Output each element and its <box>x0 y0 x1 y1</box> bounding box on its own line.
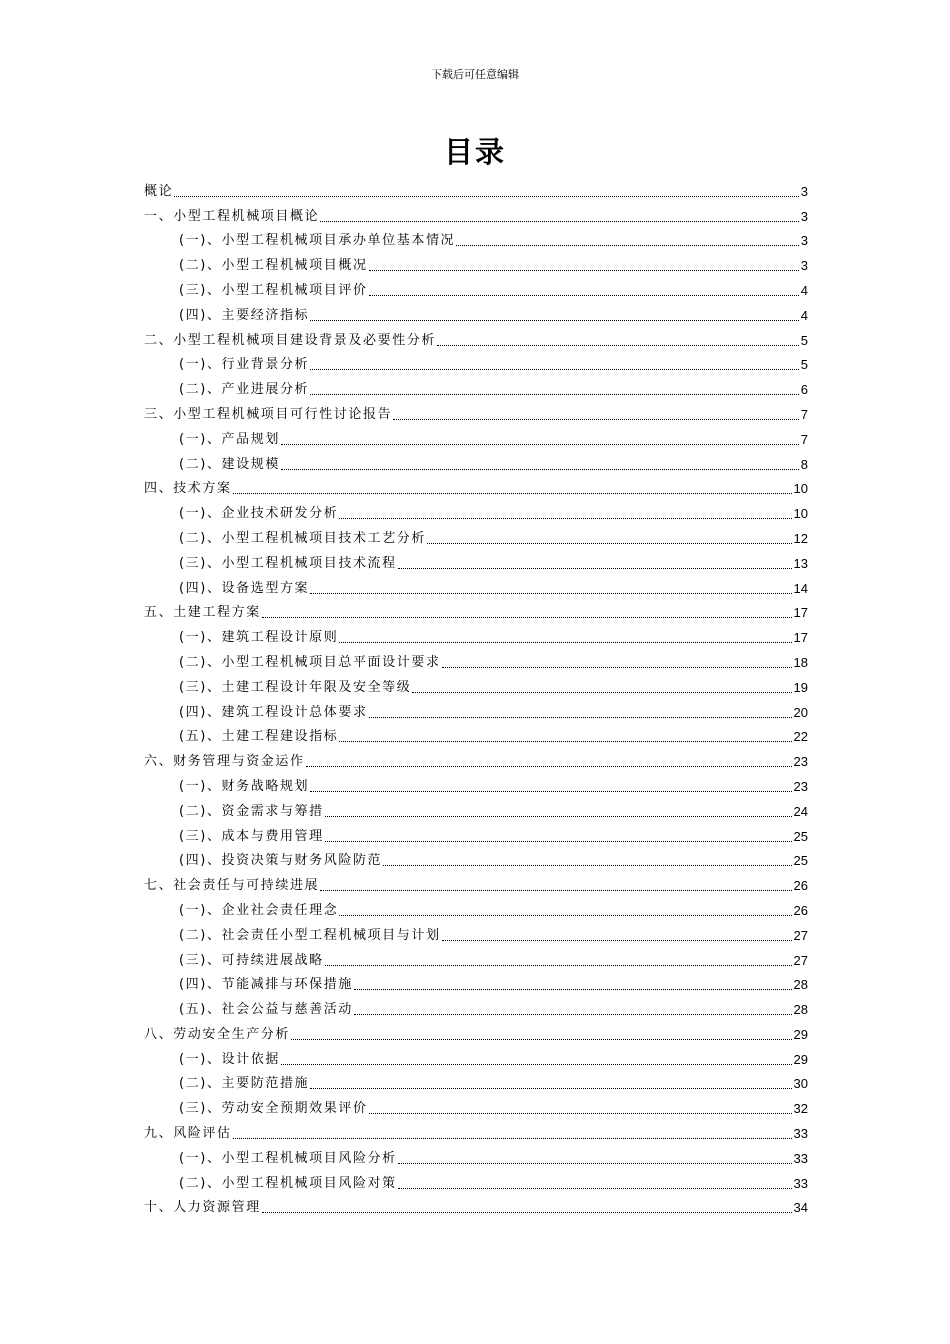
toc-entry-page-number: 3 <box>800 208 808 224</box>
toc-entry[interactable] <box>144 249 808 274</box>
toc-entry[interactable] <box>144 324 808 349</box>
toc-entry-label: (一)、财务战略规划 <box>179 778 310 794</box>
toc-entry[interactable] <box>144 969 808 994</box>
toc-dot-leader <box>281 443 799 445</box>
toc-entry-label: (一)、设计依据 <box>179 1051 280 1067</box>
toc-entry[interactable] <box>144 1043 808 1068</box>
toc-entry-page-number: 30 <box>793 1076 808 1092</box>
toc-entry[interactable] <box>144 646 808 671</box>
toc-entry-label: (二)、小型工程机械项目概况 <box>179 258 368 274</box>
toc-entry-page-number: 10 <box>793 481 808 497</box>
toc-dot-leader <box>354 988 792 990</box>
toc-entry-page-number: 23 <box>793 778 808 794</box>
toc-entry-label: (三)、小型工程机械项目技术流程 <box>179 555 397 571</box>
toc-entry-page-number: 10 <box>793 506 808 522</box>
toc-dot-leader <box>383 864 791 866</box>
toc-entry[interactable] <box>144 423 808 448</box>
toc-entry-page-number: 12 <box>793 530 808 546</box>
toc-entry-label: (二)、小型工程机械项目总平面设计要求 <box>179 654 441 670</box>
toc-dot-leader <box>310 393 799 395</box>
toc-dot-leader <box>310 790 791 792</box>
toc-entry-label: (二)、资金需求与筹措 <box>179 803 324 819</box>
toc-entry-label: (一)、产品规划 <box>179 431 280 447</box>
toc-dot-leader <box>442 666 792 668</box>
toc-entry-page-number: 28 <box>793 1002 808 1018</box>
toc-dot-leader <box>310 592 791 594</box>
toc-entry-label: (五)、土建工程建设指标 <box>179 729 339 745</box>
toc-entry[interactable] <box>144 993 808 1018</box>
toc-entry-label: (三)、成本与费用管理 <box>179 828 324 844</box>
toc-entry-label: (二)、建设规模 <box>179 456 280 472</box>
toc-dot-leader <box>174 195 799 197</box>
toc-entry-label: (一)、行业背景分析 <box>179 357 310 373</box>
toc-entry-page-number: 33 <box>793 1126 808 1142</box>
toc-entry[interactable] <box>144 373 808 398</box>
toc-entry-label: 二、小型工程机械项目建设背景及必要性分析 <box>144 332 437 348</box>
toc-entry[interactable] <box>144 1117 808 1142</box>
toc-entry-page-number: 23 <box>793 754 808 770</box>
toc-entry[interactable] <box>144 1068 808 1093</box>
toc-entry-page-number: 18 <box>793 654 808 670</box>
toc-entry-label: (四)、设备选型方案 <box>179 580 310 596</box>
toc-entry[interactable] <box>144 869 808 894</box>
toc-entry-page-number: 17 <box>793 605 808 621</box>
toc-entry[interactable] <box>144 1142 808 1167</box>
toc-entry[interactable] <box>144 547 808 572</box>
toc-dot-leader <box>262 1211 792 1213</box>
toc-dot-leader <box>233 1137 792 1139</box>
toc-entry-page-number: 25 <box>793 853 808 869</box>
toc-entry-label: (二)、主要防范措施 <box>179 1076 310 1092</box>
toc-entry-label: (三)、可持续进展战略 <box>179 952 324 968</box>
toc-entry-label: 九、风险评估 <box>144 1126 232 1142</box>
toc-entry-label: 八、劳动安全生产分析 <box>144 1026 291 1042</box>
toc-entry-page-number: 6 <box>800 382 808 398</box>
toc-dot-leader <box>442 939 792 941</box>
toc-entry[interactable] <box>144 621 808 646</box>
toc-entry[interactable] <box>144 820 808 845</box>
table-of-contents <box>144 175 808 1216</box>
toc-dot-leader <box>310 1087 791 1089</box>
toc-entry-page-number: 25 <box>793 828 808 844</box>
toc-entry-label: 一、小型工程机械项目概论 <box>144 208 320 224</box>
toc-entry[interactable] <box>144 1092 808 1117</box>
toc-entry-label: (三)、土建工程设计年限及安全等级 <box>179 679 412 695</box>
toc-entry-page-number: 29 <box>793 1026 808 1042</box>
toc-entry[interactable] <box>144 919 808 944</box>
toc-entry-page-number: 17 <box>793 630 808 646</box>
toc-entry[interactable] <box>144 522 808 547</box>
toc-entry-page-number: 3 <box>800 183 808 199</box>
toc-dot-leader <box>398 1187 792 1189</box>
toc-entry[interactable] <box>144 845 808 870</box>
toc-entry[interactable] <box>144 770 808 795</box>
toc-entry-label: 五、土建工程方案 <box>144 605 261 621</box>
toc-entry[interactable] <box>144 721 808 746</box>
toc-entry[interactable] <box>144 497 808 522</box>
toc-dot-leader <box>291 1038 792 1040</box>
toc-entry-label: 六、财务管理与资金运作 <box>144 754 305 770</box>
toc-entry-label: (二)、社会责任小型工程机械项目与计划 <box>179 927 441 943</box>
toc-dot-leader <box>310 319 799 321</box>
toc-entry[interactable] <box>144 225 808 250</box>
toc-dot-leader <box>412 691 791 693</box>
toc-dot-leader <box>398 567 792 569</box>
toc-dot-leader <box>310 368 799 370</box>
toc-entry-label: (二)、小型工程机械项目技术工艺分析 <box>179 530 426 546</box>
toc-entry-label: (四)、建筑工程设计总体要求 <box>179 704 368 720</box>
toc-entry-page-number: 13 <box>793 555 808 571</box>
toc-entry-label: (二)、产业进展分析 <box>179 382 310 398</box>
toc-dot-leader <box>339 914 791 916</box>
toc-entry[interactable] <box>144 299 808 324</box>
toc-dot-leader <box>306 765 792 767</box>
toc-entry[interactable] <box>144 696 808 721</box>
toc-entry-page-number: 5 <box>800 357 808 373</box>
toc-entry-page-number: 14 <box>793 580 808 596</box>
toc-entry[interactable] <box>144 944 808 969</box>
toc-entry[interactable] <box>144 1167 808 1192</box>
toc-entry[interactable] <box>144 175 808 200</box>
toc-entry-label: (一)、企业社会责任理念 <box>179 902 339 918</box>
toc-entry-label: 十、人力资源管理 <box>144 1200 261 1216</box>
toc-dot-leader <box>437 344 799 346</box>
toc-entry-page-number: 22 <box>793 729 808 745</box>
toc-entry-label: (三)、小型工程机械项目评价 <box>179 282 368 298</box>
toc-entry[interactable] <box>144 200 808 225</box>
toc-entry[interactable] <box>144 572 808 597</box>
toc-entry-label: (四)、节能减排与环保措施 <box>179 977 353 993</box>
toc-dot-leader <box>339 740 791 742</box>
toc-entry-page-number: 33 <box>793 1150 808 1166</box>
toc-dot-leader <box>320 889 791 891</box>
toc-entry-label: 三、小型工程机械项目可行性讨论报告 <box>144 406 393 422</box>
toc-entry-page-number: 26 <box>793 902 808 918</box>
toc-entry-page-number: 7 <box>800 431 808 447</box>
toc-entry-page-number: 26 <box>793 878 808 894</box>
toc-dot-leader <box>354 1013 792 1015</box>
toc-dot-leader <box>281 468 799 470</box>
toc-dot-leader <box>369 269 799 271</box>
toc-dot-leader <box>281 1063 792 1065</box>
toc-entry[interactable] <box>144 473 808 498</box>
toc-dot-leader <box>325 815 792 817</box>
toc-entry-page-number: 32 <box>793 1101 808 1117</box>
toc-entry-page-number: 33 <box>793 1175 808 1191</box>
toc-entry-page-number: 28 <box>793 977 808 993</box>
toc-entry-page-number: 27 <box>793 927 808 943</box>
toc-entry-page-number: 29 <box>793 1051 808 1067</box>
page-title: 目录 <box>443 135 506 169</box>
toc-entry-label: (四)、主要经济指标 <box>179 307 310 323</box>
toc-entry-page-number: 19 <box>793 679 808 695</box>
toc-dot-leader <box>320 220 799 222</box>
toc-entry[interactable] <box>144 349 808 374</box>
toc-entry-page-number: 4 <box>800 282 808 298</box>
toc-entry-label: (三)、劳动安全预期效果评价 <box>179 1101 368 1117</box>
toc-dot-leader <box>339 517 791 519</box>
toc-entry-label: (五)、社会公益与慈善活动 <box>179 1002 353 1018</box>
toc-dot-leader <box>369 294 799 296</box>
toc-dot-leader <box>369 716 792 718</box>
toc-entry-page-number: 24 <box>793 803 808 819</box>
toc-entry[interactable] <box>144 597 808 622</box>
toc-entry[interactable] <box>144 894 808 919</box>
toc-entry[interactable] <box>144 745 808 770</box>
toc-entry-label: (一)、企业技术研发分析 <box>179 506 339 522</box>
toc-entry-page-number: 4 <box>800 307 808 323</box>
toc-entry-label: 概论 <box>144 183 174 199</box>
toc-dot-leader <box>369 1112 792 1114</box>
toc-entry[interactable] <box>144 671 808 696</box>
toc-entry[interactable] <box>144 448 808 473</box>
toc-entry-page-number: 20 <box>793 704 808 720</box>
toc-entry[interactable] <box>144 795 808 820</box>
toc-entry[interactable] <box>144 1192 808 1217</box>
toc-entry[interactable] <box>144 274 808 299</box>
toc-dot-leader <box>427 542 792 544</box>
toc-entry-label: (四)、投资决策与财务风险防范 <box>179 853 383 869</box>
toc-dot-leader <box>325 964 792 966</box>
toc-entry-label: 四、技术方案 <box>144 481 232 497</box>
toc-dot-leader <box>456 244 799 246</box>
toc-entry-page-number: 8 <box>800 456 808 472</box>
toc-entry-page-number: 34 <box>793 1200 808 1216</box>
toc-dot-leader <box>325 840 792 842</box>
toc-entry-label: (一)、小型工程机械项目风险分析 <box>179 1150 397 1166</box>
toc-entry-page-number: 7 <box>800 406 808 422</box>
toc-entry[interactable] <box>144 1018 808 1043</box>
toc-entry[interactable] <box>144 398 808 423</box>
toc-dot-leader <box>398 1162 792 1164</box>
toc-dot-leader <box>393 418 799 420</box>
toc-entry-label: (一)、建筑工程设计原则 <box>179 630 339 646</box>
toc-dot-leader <box>339 641 791 643</box>
toc-entry-page-number: 5 <box>800 332 808 348</box>
toc-entry-page-number: 3 <box>800 233 808 249</box>
toc-entry-label: (一)、小型工程机械项目承办单位基本情况 <box>179 233 456 249</box>
toc-dot-leader <box>262 616 792 618</box>
toc-entry-label: 七、社会责任与可持续进展 <box>144 878 320 894</box>
toc-dot-leader <box>233 492 792 494</box>
toc-entry-label: (二)、小型工程机械项目风险对策 <box>179 1175 397 1191</box>
header-note: 下载后可任意编辑 <box>431 68 519 81</box>
toc-entry-page-number: 3 <box>800 258 808 274</box>
toc-entry-page-number: 27 <box>793 952 808 968</box>
